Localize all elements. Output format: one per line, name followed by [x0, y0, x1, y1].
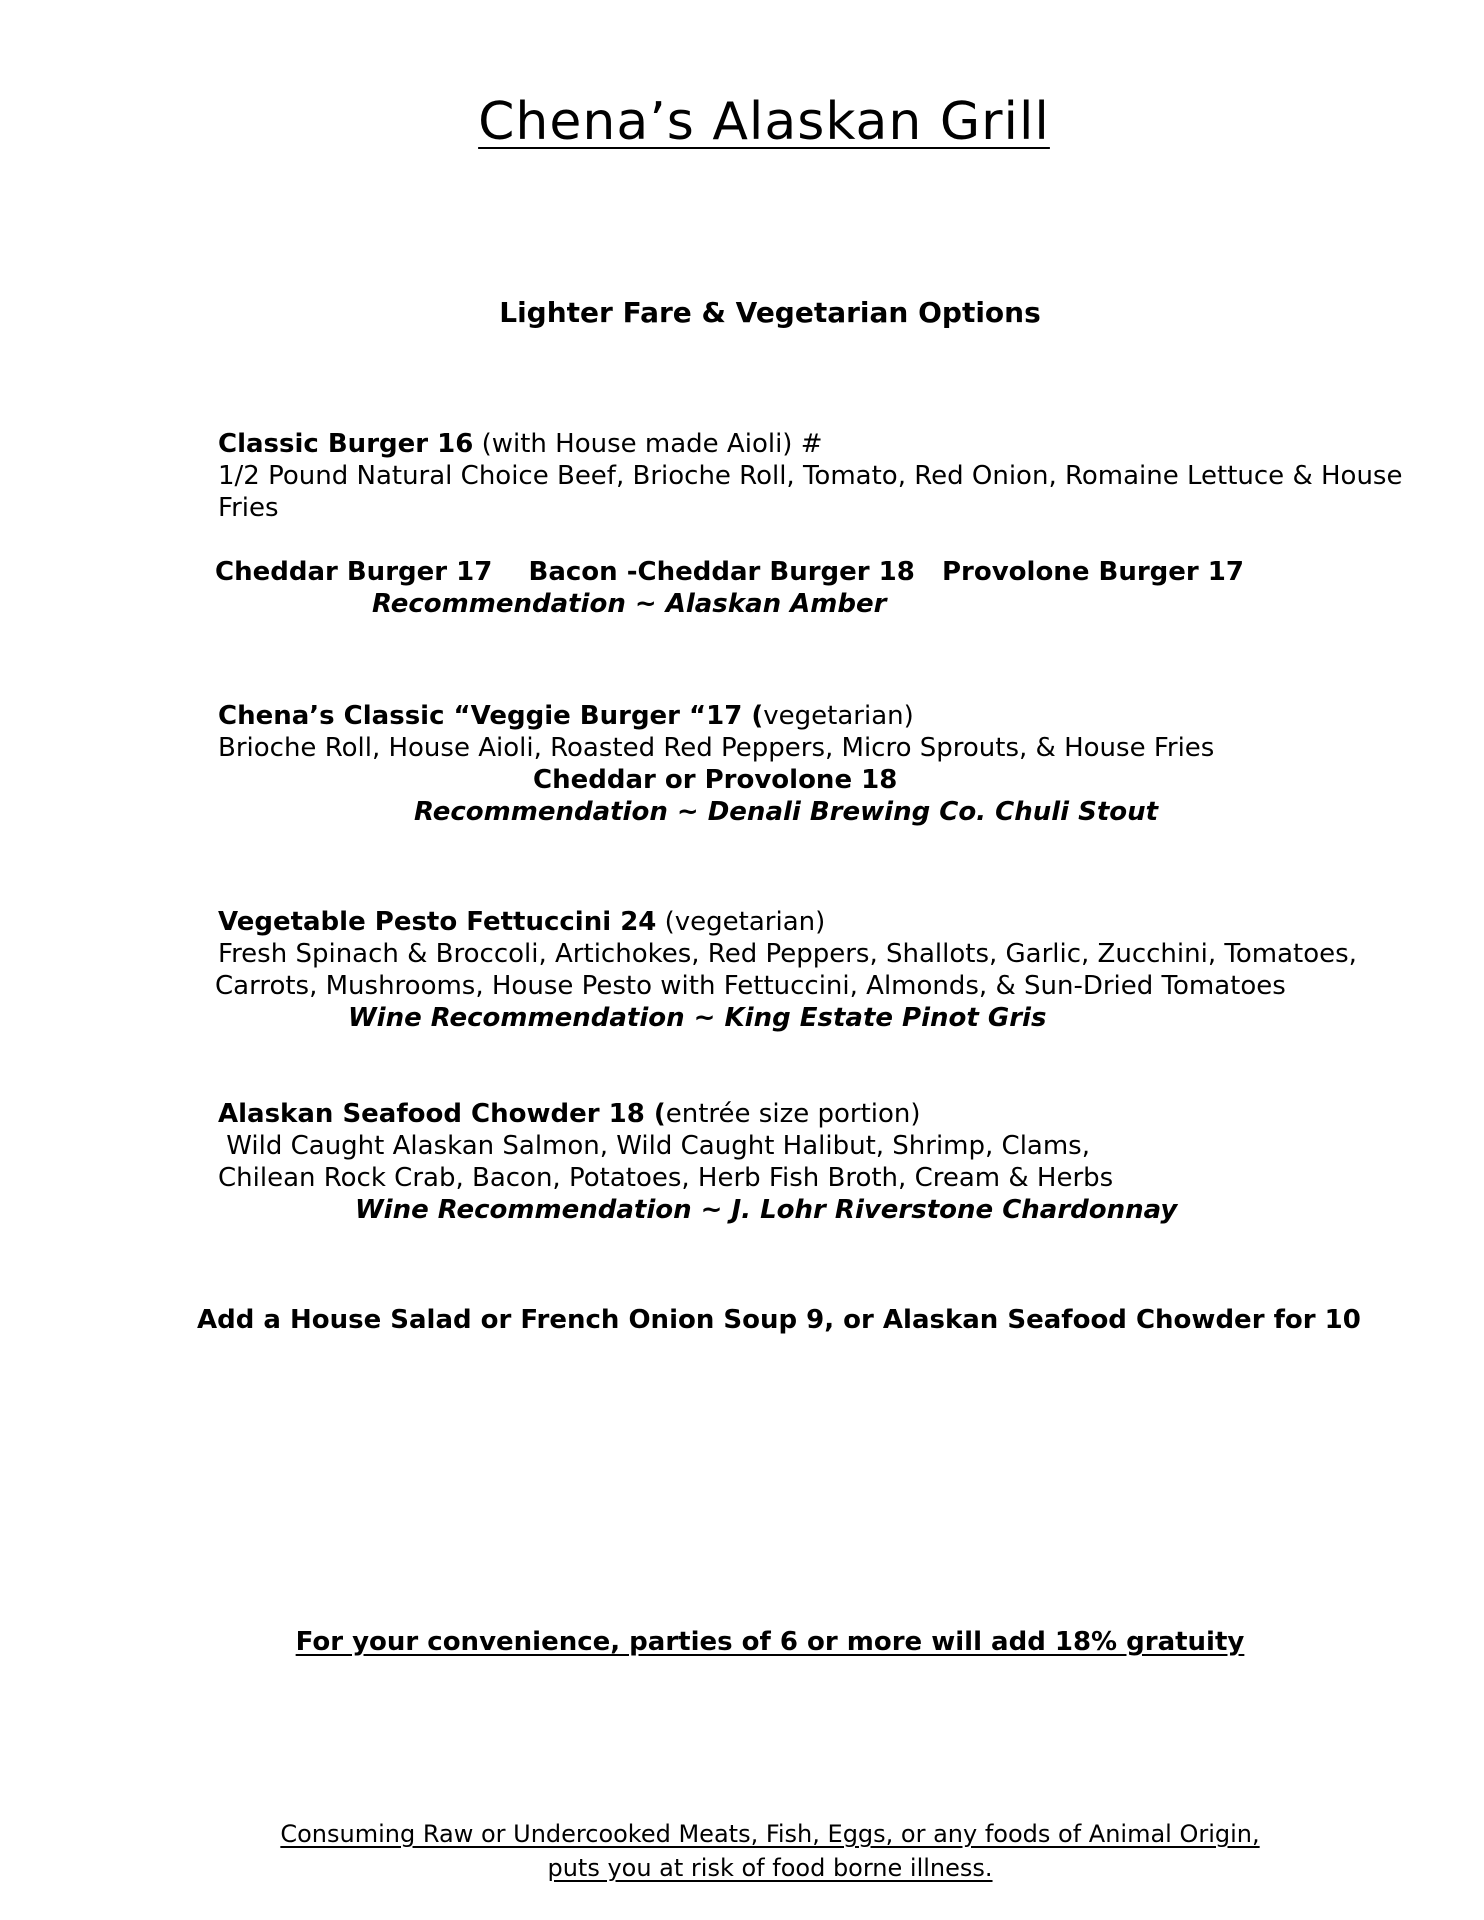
pesto-name: Vegetable Pesto Fettuccini 24	[218, 907, 657, 937]
veggie-burger-name: Chena’s Classic “Veggie Burger “17 (	[218, 701, 764, 731]
pesto-note: (vegetarian)	[664, 907, 826, 937]
pesto-heading	[218, 906, 825, 938]
veggie-burger-note: vegetarian)	[763, 701, 914, 731]
food-warning-text-1: Consuming Raw or Undercooked Meats, Fish, Eggs, or any foods of Animal Origin,	[280, 1820, 1260, 1848]
chowder-desc-2: Chilean Rock Crab, Bacon, Potatoes, Herb Fish Broth, Cream & Herbs	[218, 1163, 1114, 1193]
addon-note: Add a House Salad or French Onion Soup 9, or Alaskan Seafood Chowder for 10	[197, 1305, 1361, 1335]
chowder-desc-1: Wild Caught Alaskan Salmon, Wild Caught Halibut, Shrimp, Clams,	[218, 1131, 1090, 1161]
veggie-burger-addon: Cheddar or Provolone 18	[533, 765, 898, 795]
chowder-recommendation: Wine Recommendation ~ J. Lohr Riverstone Chardonnay	[355, 1195, 1178, 1225]
classic-burger-desc-2: Fries	[218, 493, 279, 523]
food-warning-line-2	[0, 1854, 1484, 1882]
restaurant-title-text: Chena’s Alaskan Grill	[478, 92, 1050, 152]
section-title: Lighter Fare & Vegetarian Options	[499, 296, 1041, 329]
pesto-recommendation: Wine Recommendation ~ King Estate Pinot Gris	[348, 1003, 1047, 1033]
food-warning-line-1	[0, 1820, 1484, 1848]
pesto-desc-1: Fresh Spinach & Broccoli, Artichokes, Red Peppers, Shallots, Garlic, Zucchini, Tomatoes,	[218, 939, 1357, 969]
veggie-burger-recommendation: Recommendation ~ Denali Brewing Co. Chuli Stout	[414, 797, 1159, 827]
chowder-heading	[218, 1098, 921, 1130]
gratuity-text: For your convenience, parties of 6 or more will add 18% gratuity	[295, 1627, 1245, 1657]
chowder-note: entrée size portion)	[665, 1099, 921, 1129]
chowder-name: Alaskan Seafood Chowder 18 (	[218, 1099, 666, 1129]
burger-variants: Cheddar Burger 17 Bacon -Cheddar Burger 18 Provolone Burger 17	[215, 557, 1244, 587]
veggie-burger-desc: Brioche Roll, House Aioli, Roasted Red Peppers, Micro Sprouts, & House Fries	[218, 733, 1215, 763]
gratuity-note	[0, 1627, 1484, 1657]
classic-burger-recommendation: Recommendation ~ Alaskan Amber	[372, 589, 887, 619]
classic-burger-heading	[218, 428, 823, 460]
restaurant-title	[0, 92, 1484, 152]
classic-burger-desc-1: 1/2 Pound Natural Choice Beef, Brioche Roll, Tomato, Red Onion, Romaine Lettuce & House	[218, 461, 1403, 491]
classic-burger-name: Classic Burger 16	[218, 429, 474, 459]
pesto-desc-2: Carrots, Mushrooms, House Pesto with Fettuccini, Almonds, & Sun-Dried Tomatoes	[215, 971, 1286, 1001]
veggie-burger-heading	[218, 700, 914, 732]
food-warning-text-2: puts you at risk of food borne illness.	[547, 1854, 993, 1882]
classic-burger-note: (with House made Aioli) #	[481, 429, 823, 459]
